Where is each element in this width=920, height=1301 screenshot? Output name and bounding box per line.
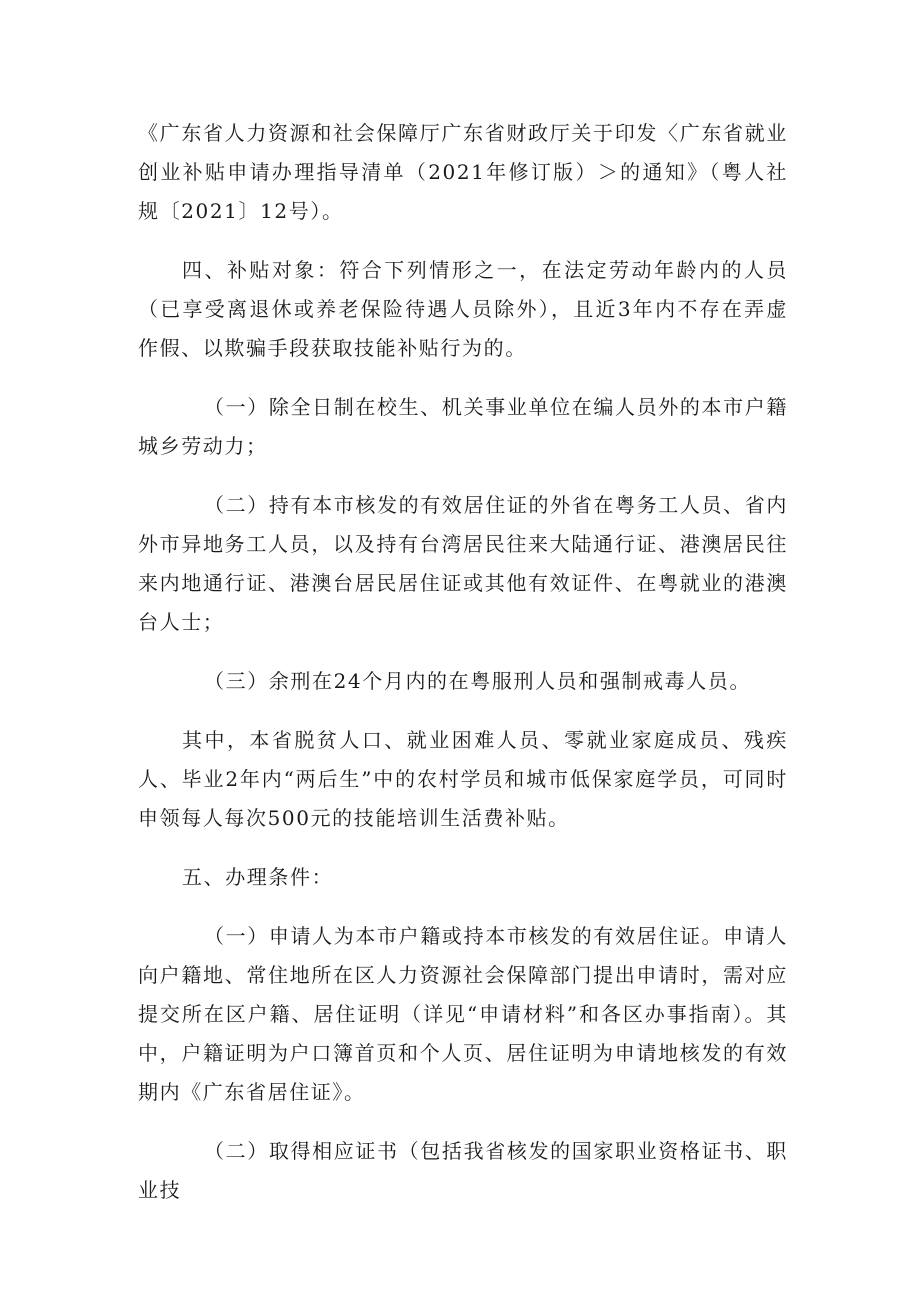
paragraph-condition-item-2: （二）取得相应证书（包括我省核发的国家职业资格证书、职业技 [138,1139,788,1202]
paragraph-section-4-subsidy-targets: 四、补贴对象：符合下列情形之一，在法定劳动年龄内的人员（已享受离退休或养老保险待遇人员除外），且近3年内不存在弄虚作假、以欺骗手段获取技能补贴行为的。 [138,258,788,360]
paragraph-section-5-heading: 五、办理条件： [182,865,334,889]
paragraph-living-allowance-note: 其中，本省脱贫人口、就业困难人员、零就业家庭成员、残疾人、毕业2年内“两后生”中的农村学员和城市低保家庭学员，可同时申领每人每次500元的技能培训生活费补贴。 [138,728,788,830]
paragraph-target-item-3: （三）余刑在24个月内的在粤服刑人员和强制戒毒人员。 [204,669,752,693]
paragraph-condition-item-1: （一）申请人为本市户籍或持本市核发的有效居住证。申请人向户籍地、常住地所在区人力资源社会保障部门提出申请时，需对应提交所在区户籍、居住证明（详见“申请材料”和各区办事指南）。其中，户籍证明为户口簿首页和个人页、居住证明为申请地核发的有效期内《广东省居住证》。 [138,924,788,1104]
paragraph-notice-title: 《广东省人力资源和社会保障厅广东省财政厅关于印发〈广东省就业创业补贴申请办理指导清单（2021年修订版）＞的通知》（粤人社规〔2021〕12号）。 [138,121,788,223]
paragraph-target-item-1: （一）除全日制在校生、机关事业单位在编人员外的本市户籍城乡劳动力； [138,395,788,458]
paragraph-target-item-2: （二）持有本市核发的有效居住证的外省在粤务工人员、省内外市异地务工人员，以及持有台湾居民往来大陆通行证、港澳居民往来内地通行证、港澳台居民居住证或其他有效证件、在粤就业的港澳台人士； [138,493,788,634]
document-body [138,114,788,1210]
